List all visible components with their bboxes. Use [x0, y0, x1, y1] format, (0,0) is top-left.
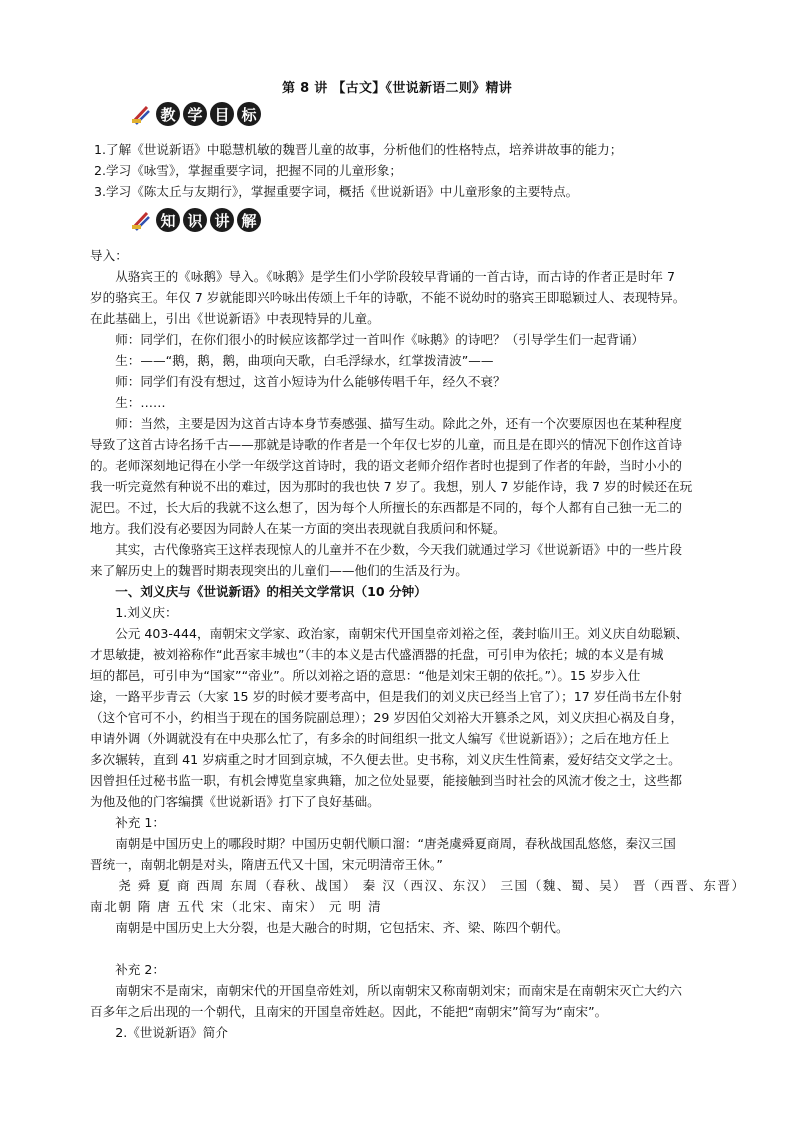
body-line: 其实，古代像骆宾王这样表现惊人的儿童并不在少数，今天我们就通过学习《世说新语》中的一些片段: [90, 542, 682, 557]
body-line: 晋统一，南朝北朝是对头，隋唐五代又十国，宋元明清帝王休。”: [90, 857, 443, 872]
body-line: 导致了这首古诗名扬千古——那就是诗歌的作者是一个年仅七岁的儿童，而且是在即兴的情况下创作这首诗: [90, 437, 682, 452]
section-header-knowledge: [130, 206, 264, 234]
body-line: 地方。我们没有必要因为同龄人在某一方面的突出表现就自我质问和怀疑。: [90, 521, 506, 536]
goal-2: 2.学习《咏雪》，掌握重要字词，把握不同的儿童形象；: [94, 163, 402, 178]
section1-char-1: 教: [156, 102, 180, 126]
body-line: 师：同学们，在你们很小的时候应该都学过一首叫作《咏鹅》的诗吧？（引导学生们一起背诵）: [90, 332, 645, 347]
intro-heading: 导入：: [90, 248, 128, 263]
goal-1: 1.了解《世说新语》中聪慧机敏的魏晋儿童的故事，分析他们的性格特点，培养讲故事的能力；: [94, 142, 623, 157]
supplement-2-label: 补充 2：: [90, 962, 165, 977]
section2-char-3: 讲: [210, 208, 234, 232]
subheading-liu-yiqing: 1.刘义庆：: [90, 605, 178, 620]
supplement-1-label: 补充 1：: [90, 815, 165, 830]
body-line: 南朝是中国历史上大分裂，也是大融合的时期，它包括宋、齐、梁、陈四个朝代。: [90, 920, 569, 935]
body-line: 途，一路平步青云（大家 15 岁的时候才要考高中，但是我们的刘义庆已经当上官了）；17 岁任尚书左仆射: [90, 689, 682, 704]
section2-char-4: 解: [237, 208, 261, 232]
body-line: 百多年之后出现的一个朝代，且南宋的开国皇帝姓赵。因此，不能把“南朝宋”简写为“南宋”。: [90, 1004, 608, 1019]
body-line: 师：当然，主要是因为这首古诗本身节奏感强、描写生动。除此之外，还有一个次要原因也在某种程度: [90, 416, 682, 431]
body-line: 申请外调（外调就没有在中央那么忙了，有多余的时间组织一批文人编写《世说新语》）；之后在地方任上: [90, 731, 670, 746]
body-line: 公元 403-444，南朝宋文学家、政治家，南朝宋代开国皇帝刘裕之侄，袭封临川王。刘义庆自幼聪颖、: [90, 626, 689, 641]
body-line: （这个官可不小，约相当于现在的国务院副总理）；29 岁因伯父刘裕大开篡杀之风，刘义庆担心祸及自身，: [90, 710, 684, 725]
dynasty-list-line: 尧 舜 夏 商 西周 东周（春秋、战国） 秦 汉（西汉、东汉） 三国（魏、蜀、吴） 晋（西晋、东晋）: [90, 878, 746, 893]
body-line: 来了解历史上的魏晋时期表现突出的儿童们——他们的生活及行为。: [90, 563, 468, 578]
body-line: 因曾担任过秘书监一职，有机会博览皇家典籍，加之位处显要，能接触到当时社会的风流才俊之士，这些都: [90, 773, 682, 788]
body-line: 垣的都邑，可引申为“国家”“帝业”。所以刘裕之语的意思：“他是刘宋王朝的依托。”）。15 岁步入仕: [90, 668, 641, 683]
body-line: 生：——“鹅，鹅，鹅，曲项向天歌，白毛浮绿水，红掌拨清波”——: [90, 353, 494, 368]
page-title: 第 8 讲 【古文】《世说新语二则》精讲: [281, 81, 513, 96]
body-line: 才思敏捷，被刘裕称作“此吾家丰城也”（丰的本义是古代盛酒器的托盘，可引申为依托；城的本义是有城: [90, 647, 664, 662]
body-line: 为他及他的门客编撰《世说新语》打下了良好基础。: [90, 794, 380, 809]
section2-char-1: 知: [156, 208, 180, 232]
body-line: 生：……: [90, 395, 166, 410]
body-line: 的。老师深刻地记得在小学一年级学这首诗时，我的语文老师介绍作者时也提到了作者的年龄，当时小小的: [90, 458, 682, 473]
body-line: 师：同学们有没有想过，这首小短诗为什么能够传唱千年，经久不衰？: [90, 374, 506, 389]
goal-3: 3.学习《陈太丘与友期行》，掌握重要字词，概括《世说新语》中儿童形象的主要特点。: [94, 184, 579, 199]
dynasty-list-line: 南北朝 隋 唐 五代 宋（北宋、南宋） 元 明 清: [90, 899, 383, 914]
body-line: 多次辗转，直到 41 岁病重之时才回到京城，不久便去世。史书称，刘义庆生性简素，爱好结交文学之士。: [90, 752, 681, 767]
pen-icon: [130, 208, 152, 232]
section-header-teaching-goals: [130, 100, 264, 128]
body-line: 泥巴。不过，长大后的我就不这么想了，因为每个人所擅长的东西都是不同的，每个人都有自己独一无二的: [90, 500, 682, 515]
body-line: 从骆宾王的《咏鹅》导入。《咏鹅》是学生们小学阶段较早背诵的一首古诗，而古诗的作者正是时年 7: [90, 269, 676, 284]
section-heading-1: 一、刘义庆与《世说新语》的相关文学常识（10 分钟）: [90, 584, 427, 599]
body-line: 南朝是中国历史上的哪段时期？中国历史朝代顺口溜：“唐尧虞舜夏商周，春秋战国乱悠悠，秦汉三国: [90, 836, 676, 851]
body-line: 在此基础上，引出《世说新语》中表现特异的儿童。: [90, 311, 380, 326]
section1-char-2: 学: [183, 102, 207, 126]
section1-char-4: 标: [237, 102, 261, 126]
body-line: 南朝宋不是南宋，南朝宋代的开国皇帝姓刘，所以南朝宋又称南朝刘宋；而南宋是在南朝宋灭亡大约六: [90, 983, 682, 998]
section2-char-2: 识: [183, 208, 207, 232]
body-line: 岁的骆宾王。年仅 7 岁就能即兴吟咏出传颂上千年的诗歌，不能不说幼时的骆宾王即聪颖过人、表现特异。: [90, 290, 686, 305]
pen-icon: [130, 102, 152, 126]
subheading-shishuo-xinyu: 2.《世说新语》简介: [90, 1025, 228, 1040]
section1-char-3: 目: [210, 102, 234, 126]
body-line: 我一听完竟然有种说不出的难过，因为那时的我也快 7 岁了。我想，别人 7 岁能作诗，我 7 岁的时候还在玩: [90, 479, 693, 494]
